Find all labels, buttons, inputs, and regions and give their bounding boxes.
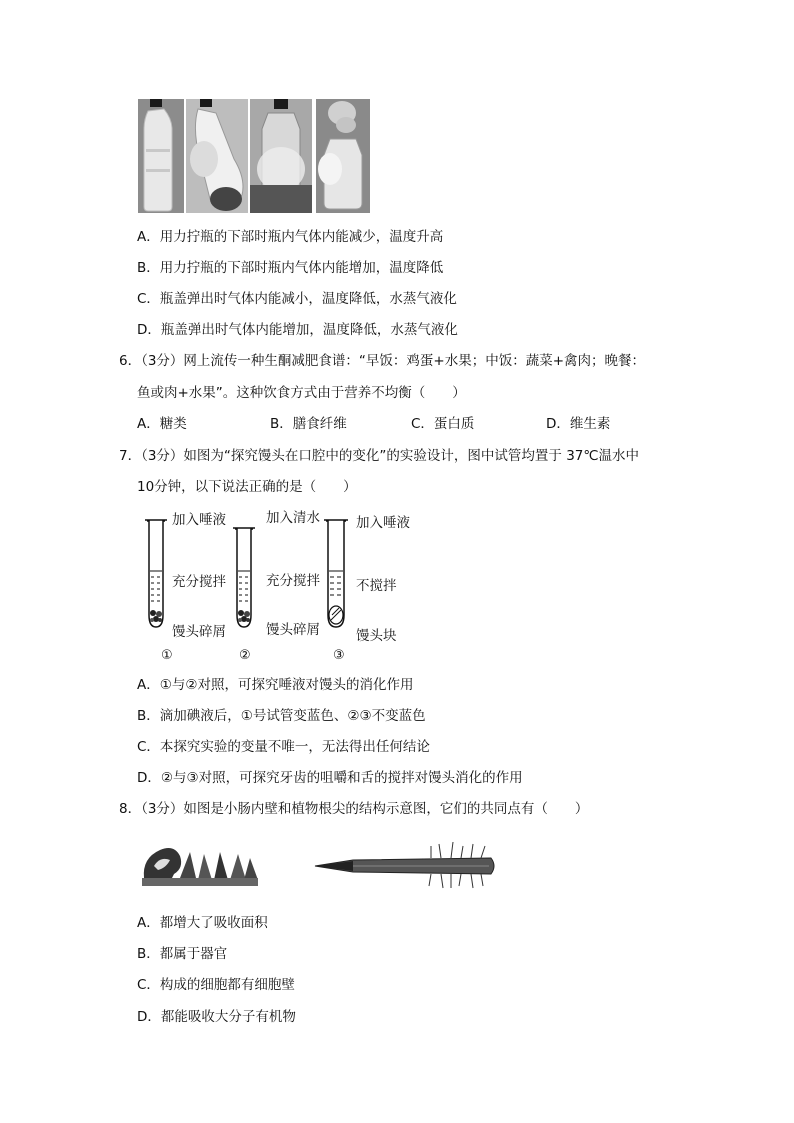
test-tube-2	[233, 528, 255, 627]
tube3-top-label: 加入唾液	[356, 515, 410, 531]
bottle-photo-3	[250, 99, 312, 213]
q8-option-d[interactable]: D．都能吸收大分子有机物	[137, 1009, 296, 1025]
bottle-photo-2	[186, 99, 248, 213]
tube2-bottom-label: 馒头碎屑	[266, 622, 320, 638]
q7-stem-line2: 10分钟，以下说法正确的是（ ）	[137, 479, 357, 495]
tube3-number: ③	[333, 648, 345, 663]
q8-option-a[interactable]: A．都增大了吸收面积	[137, 915, 268, 931]
tube2-top-label: 加入清水	[266, 510, 320, 526]
q6-option-d[interactable]: D．维生素	[546, 416, 611, 432]
tube3-mid-label: 不搅拌	[356, 578, 397, 594]
q7-option-b[interactable]: B．滴加碘液后，①号试管变蓝色、②③不变蓝色	[137, 708, 426, 724]
q8-stem: 8．（3分）如图是小肠内壁和植物根尖的结构示意图，它们的共同点有（ ）	[119, 801, 589, 817]
tube3-bottom-label: 馒头块	[356, 628, 397, 644]
root-tip-image	[313, 840, 497, 890]
q5-option-c[interactable]: C．瓶盖弹出时气体内能减小，温度降低，水蒸气液化	[137, 291, 457, 307]
q5-option-d[interactable]: D．瓶盖弹出时气体内能增加，温度降低，水蒸气液化	[137, 322, 458, 338]
q5-option-a[interactable]: A．用力拧瓶的下部时瓶内气体内能减少，温度升高	[137, 229, 444, 245]
q8-option-c[interactable]: C．构成的细胞都有细胞壁	[137, 977, 295, 993]
q8-option-b[interactable]: B．都属于器官	[137, 946, 228, 962]
tube1-number: ①	[161, 648, 173, 663]
q6-option-b[interactable]: B．膳食纤维	[270, 416, 347, 432]
test-tube-3	[324, 520, 348, 627]
q7-stem-line1: 7．（3分）如图为“探究馒头在口腔中的变化”的实验设计，图中试管均置于 37℃温水中	[119, 448, 640, 464]
q6-option-c[interactable]: C．蛋白质	[411, 416, 475, 432]
q7-option-c[interactable]: C．本探究实验的变量不唯一，无法得出任何结论	[137, 739, 430, 755]
q6-stem-line1: 6．（3分）网上流传一种生酮减肥食谱：“早饭：鸡蛋+水果；中饭：蔬菜+禽肉；晚餐：	[119, 353, 646, 369]
tube1-bottom-label: 馒头碎屑	[172, 624, 226, 640]
q6-stem-line2: 鱼或肉+水果”。这种饮食方式由于营养不均衡（ ）	[137, 385, 466, 401]
tube1-top-label: 加入唾液	[172, 512, 226, 528]
test-tube-1	[145, 520, 167, 627]
intestine-villi-image	[140, 838, 260, 888]
tube2-number: ②	[239, 648, 251, 663]
q7-option-a[interactable]: A．①与②对照，可探究唾液对馒头的消化作用	[137, 677, 414, 693]
q7-option-d[interactable]: D．②与③对照，可探究牙齿的咀嚼和舌的搅拌对馒头消化的作用	[137, 770, 523, 786]
tube2-mid-label: 充分搅拌	[266, 573, 320, 589]
bottle-photo-1	[138, 99, 184, 213]
tube1-mid-label: 充分搅拌	[172, 574, 226, 590]
bottle-photo-4	[316, 99, 370, 213]
q6-option-a[interactable]: A．糖类	[137, 416, 187, 432]
q5-option-b[interactable]: B．用力拧瓶的下部时瓶内气体内能增加，温度降低	[137, 260, 444, 276]
